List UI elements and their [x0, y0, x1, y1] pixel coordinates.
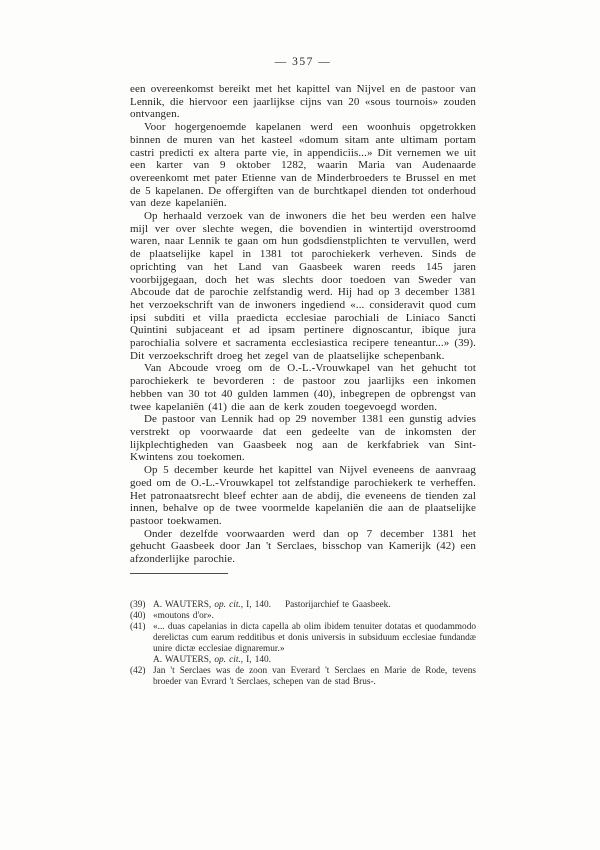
- footnote: [130, 622, 476, 666]
- footnote-separator-rule: [130, 573, 228, 574]
- footnote-text: Jan 't Serclaes was de zoon van Everard 't Serclaes en Marie de Rode, tevens broeder van Evrard 't Serclaes, schepen van de stad Brus-.: [153, 665, 476, 687]
- footnote-label: (39): [130, 599, 146, 610]
- footnote-text: «moutons d'or».: [153, 610, 214, 621]
- body-text: [130, 83, 476, 566]
- body-paragraph: Op herhaald verzoek van de inwoners die het beu werden een halve mijl ver over slechte wegen, die bovendien in wintertijd overstroomd waren, naar Lennik te gaan om hun godsdienstplichten te vervullen, werd de plaatselijke kapel in 1381 tot parochiekerk verheven. Sinds de oprichting van het Land van Gaasbeek waren reeds 145 jaren voorbijgegaan, doch het was slechts door toedoen van Sweder van Abcoude dat de parochie zelfstandig werd. Hij had op 3 december 1381 het verzoekschrift van de inwoners ingediend «... consideravit quod cum ipsi subditi et villa praedicta ecclesiae parochiali de Liniaco Sancti Quintini subjaceant et ad ipsam pertinere dignoscantur, ibique jura parochialia solvere et sacramenta ecclesiastica recipere teneantur...» (39). Dit verzoekschrift droeg het zegel van de plaatselijke schepenbank.: [130, 210, 476, 362]
- footnote-text: «... duas capelanias in dicta capella ab olim ibidem tenuiter dotatas et quodammodo derelictas cum earum redditibus et donis universis in subsiduum ecclesiae fundandæ unire dictæ ecclesiae dignaremur.» A. WAUTERS, op. cit., I, 140.: [153, 621, 476, 665]
- footnote-label: (40): [130, 610, 146, 621]
- body-paragraph: Op 5 december keurde het kapittel van Nijvel eveneens de aanvraag goed om de O.-L.-Vrouwkapel tot zelfstandige parochiekerk te verheffen. Het patronaatsrecht bleef echter aan de abdij, die eveneens de tienden zal innen, behalve op de twee voormelde kapelaniën die aan de plaatselijke pastoor toekwamen.: [130, 464, 476, 527]
- footnote: [130, 666, 476, 688]
- footnote: [130, 600, 476, 611]
- page-content: [130, 56, 476, 688]
- page-number: — 357 —: [274, 56, 332, 68]
- footnote-label: (41): [130, 621, 146, 632]
- footnote: [130, 611, 476, 622]
- body-paragraph: Onder dezelfde voorwaarden werd dan op 7 december 1381 het gehucht Gaasbeek door Jan 't Serclaes, bisschop van Kamerijk (42) een afzonderlijke parochie.: [130, 527, 476, 566]
- body-paragraph: Van Abcoude vroeg om de O.-L.-Vrouwkapel van het gehucht tot parochiekerk te bevorderen : de pastoor zou jaarlijks een inkomen hebben van 30 tot 40 gulden lammen (40), inbegrepen de opbrengst van twee kapelaniën (41) die aan de kerk zouden toegevoegd worden.: [130, 362, 476, 413]
- body-paragraph: Voor hogergenoemde kapelanen werd een woonhuis opgetrokken binnen de muren van het kasteel «domum sitam ante ultimam portam castri predicti ex altera parte vie, in appendiciis...» Dit vernemen we uit een karter van 9 oktober 1282, waarin Maria van Audenaarde overeenkomt met pater Etienne van de Minderbroeders te Brussel en met de 5 kapelanen. De offergiften van de burchtkapel dienden tot onderhoud van deze kapelaniën.: [130, 121, 476, 210]
- footnotes-section: [130, 600, 476, 688]
- footnote-text: A. WAUTERS, op. cit., I, 140. Pastorijarchief te Gaasbeek.: [153, 599, 391, 610]
- body-paragraph: De pastoor van Lennik had op 29 november 1381 een gunstig advies verstrekt op voorwaarde dat een gedeelte van de inkomsten der lijkplechtigheden van Gaasbeek nog aan de kerkfabriek van Sint-Kwintens zou toekomen.: [130, 413, 476, 464]
- footnote-label: (42): [130, 665, 146, 676]
- body-paragraph: een overeenkomst bereikt met het kapittel van Nijvel en de pastoor van Lennik, die hiervoor een jaarlijkse cijns van 20 «sous tournois» zouden ontvangen.: [130, 83, 476, 121]
